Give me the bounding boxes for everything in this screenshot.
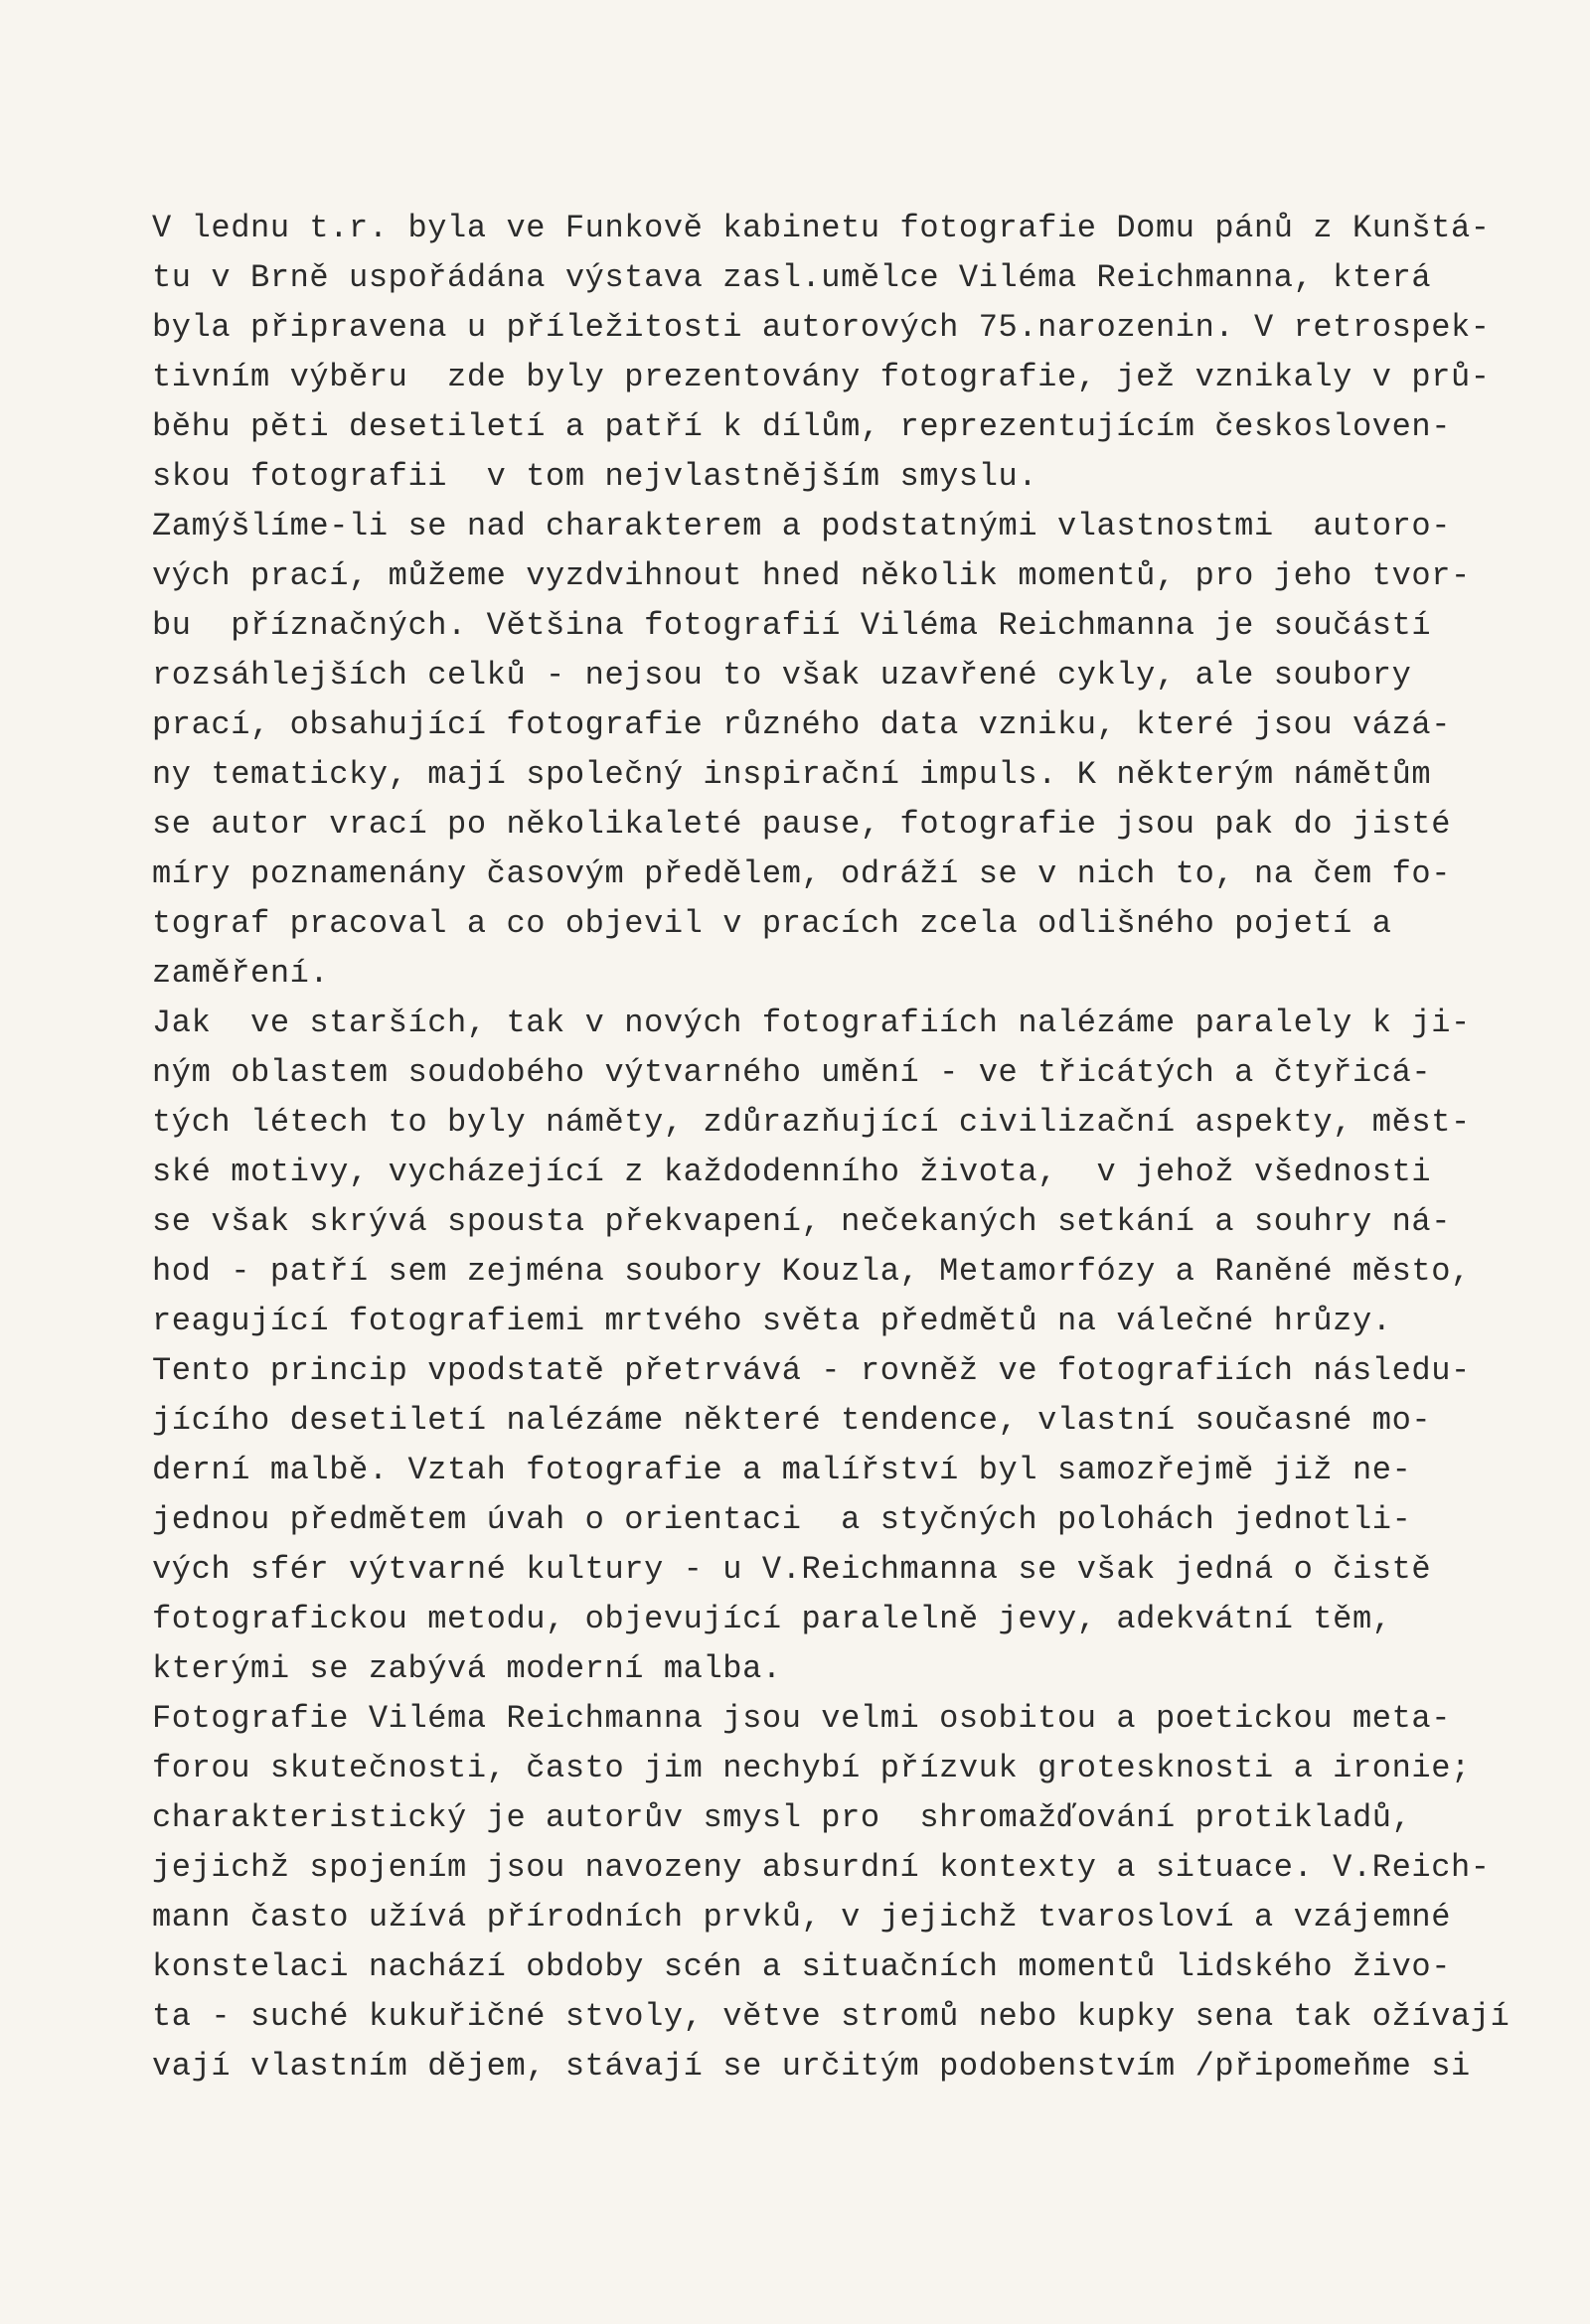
text-line: se však skrývá spousta překvapení, nečekaných setkání a souhry ná- — [152, 1203, 1452, 1240]
text-line: mann často užívá přírodních prvků, v jejichž tvarosloví a vzájemné — [152, 1899, 1452, 1936]
text-line: jejichž spojením jsou navozeny absurdní kontexty a situace. V.Reich- — [152, 1849, 1491, 1886]
text-line: jícího desetiletí nalézáme některé tendence, vlastní současné mo- — [152, 1402, 1432, 1439]
text-line: ské motivy, vycházející z každodenního života, v jehož všednosti — [152, 1154, 1432, 1190]
text-line: V lednu t.r. byla ve Funkově kabinetu fotografie Domu pánů z Kunštá- — [152, 210, 1491, 246]
text-line: skou fotografii v tom nejvlastnějším smyslu. — [152, 458, 1038, 495]
text-line: reagující fotografiemi mrtvého světa předmětů na válečné hrůzy. — [152, 1303, 1392, 1339]
text-line: se autor vrací po několikaleté pause, fotografie jsou pak do jisté — [152, 806, 1452, 843]
text-line: běhu pěti desetiletí a patří k dílům, reprezentujícím českosloven- — [152, 408, 1452, 445]
text-line: vých prací, můžeme vyzdvihnout hned několik momentů, pro jeho tvor- — [152, 557, 1471, 594]
text-line: bu příznačných. Většina fotografií Viléma Reichmanna je součástí — [152, 607, 1432, 644]
text-line: zaměření. — [152, 955, 330, 992]
text-line: derní malbě. Vztah fotografie a malířství byl samozřejmě již ne- — [152, 1452, 1412, 1488]
text-line: konstelaci nachází obdoby scén a situačních momentů lidského živo- — [152, 1948, 1452, 1985]
text-line: forou skutečnosti, často jim nechybí přízvuk grotesknosti a ironie; — [152, 1750, 1471, 1786]
text-line: tivním výběru zde byly prezentovány fotografie, jež vznikaly v prů- — [152, 359, 1491, 395]
text-line: vají vlastním dějem, stávají se určitým podobenstvím /připomeňme si — [152, 2048, 1471, 2085]
text-line: charakteristický je autorův smysl pro shromažďování protikladů, — [152, 1799, 1412, 1836]
text-line: Zamýšlíme-li se nad charakterem a podstatnými vlastnostmi autoro- — [152, 508, 1452, 544]
text-line: míry poznamenány časovým předělem, odráží se v nich to, na čem fo- — [152, 855, 1452, 892]
text-line: tu v Brně uspořádána výstava zasl.umělce Viléma Reichmanna, která — [152, 259, 1432, 296]
text-line: kterými se zabývá moderní malba. — [152, 1650, 782, 1687]
text-line: Fotografie Viléma Reichmanna jsou velmi osobitou a poetickou meta- — [152, 1700, 1452, 1737]
text-line: Tento princip vpodstatě přetrvává - rovněž ve fotografiích následu- — [152, 1352, 1471, 1389]
text-line: byla připravena u příležitosti autorových 75.narozenin. V retrospek- — [152, 309, 1491, 346]
text-line: Jak ve starších, tak v nových fotografiích nalézáme paralely k ji- — [152, 1005, 1471, 1041]
text-line: ta - suché kukuřičné stvoly, větve stromů nebo kupky sena tak ožívají — [152, 1998, 1510, 2035]
text-line: fotografickou metodu, objevující paralelně jevy, adekvátní těm, — [152, 1601, 1392, 1637]
text-line: ným oblastem soudobého výtvarného umění - ve třicátých a čtyřicá- — [152, 1054, 1432, 1091]
text-line: prací, obsahující fotografie různého data vzniku, které jsou vázá- — [152, 706, 1452, 743]
text-line: ny tematicky, mají společný inspirační impuls. K některým námětům — [152, 756, 1432, 793]
text-line: rozsáhlejších celků - nejsou to však uzavřené cykly, ale soubory — [152, 657, 1412, 694]
document-body — [152, 204, 1523, 2092]
text-line: vých sfér výtvarné kultury - u V.Reichmanna se však jedná o čistě — [152, 1551, 1432, 1588]
text-line: tograf pracoval a co objevil v pracích zcela odlišného pojetí a — [152, 905, 1392, 942]
text-line: tých létech to byly náměty, zdůrazňující civilizační aspekty, měst- — [152, 1104, 1471, 1141]
text-line: hod - patří sem zejména soubory Kouzla, Metamorfózy a Raněné město, — [152, 1253, 1471, 1290]
text-line: jednou předmětem úvah o orientaci a styčných polohách jednotli- — [152, 1501, 1412, 1538]
